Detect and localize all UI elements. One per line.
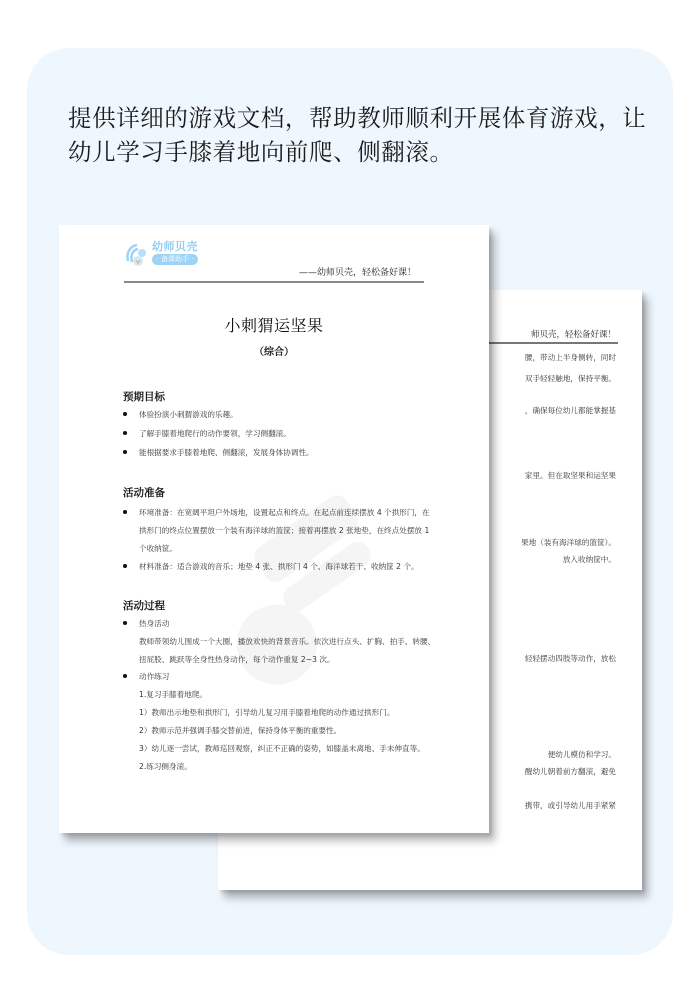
- process-line: 2.练习侧身滚。: [139, 762, 192, 771]
- preparation-line: 拱形门的终点位置摆放一个装有海洋球的篮筐；接着再摆放 2 张地垫，在终点处摆放 1: [139, 526, 430, 535]
- shell-logo-icon: [124, 241, 152, 269]
- bullet-icon: [123, 621, 127, 625]
- section-title-preparation: 活动准备: [123, 487, 165, 499]
- process-line: 1）教师出示地垫和拱形门，引导幼儿复习用手膝着地爬的动作通过拱形门。: [139, 708, 395, 717]
- process-line: 2）教师示范并强调手膝交替前进，保持身体平衡的重要性。: [139, 726, 342, 735]
- preparation-item: 材料准备：适合游戏的音乐；地垫 4 张、拱形门 4 个、海洋球若干、收纳筐 2 个。: [123, 561, 419, 572]
- header-rule: [124, 281, 424, 283]
- headline-line-1: 提供详细的游戏文档，帮助教师顺利开展体育游戏，让: [68, 104, 647, 132]
- back-page-line: 便幼儿模仿和学习。: [547, 750, 616, 759]
- back-page-tagline: 师贝壳，轻松备好课！: [530, 330, 616, 340]
- logo-subtitle: · 备课助手 ·: [152, 254, 198, 265]
- back-page-line: 果地（装有海洋球的篮筐）。: [521, 538, 616, 547]
- process-line: 教师带领幼儿围成一个大圈，播放欢快的背景音乐。依次进行点头、扩胸、拍手、转腰、: [139, 637, 436, 646]
- process-item-warmup: 热身活动: [123, 618, 169, 629]
- back-page-line: 携带，或引导幼儿用手紧紧: [524, 801, 616, 810]
- bullet-icon: [123, 431, 127, 435]
- back-page-line: 放入收纳筐中。: [562, 555, 616, 564]
- watermark-logo-icon: [150, 436, 429, 715]
- brand-logo: [124, 238, 214, 272]
- bullet-icon: [123, 674, 127, 678]
- bullet-icon: [123, 510, 127, 514]
- bullet-icon: [123, 564, 127, 568]
- process-line: 扭屁股、跳跃等全身性热身动作，每个动作重复 2~3 次。: [139, 655, 335, 664]
- document-subtitle: （综合）: [254, 347, 294, 358]
- section-title-goals: 预期目标: [123, 391, 165, 403]
- preparation-line: 个收纳筐。: [139, 544, 177, 553]
- preparation-item: 环境准备：在宽阔平坦户外场地，设置起点和终点。在起点前连续摆放 4 个拱形门，在: [123, 507, 430, 518]
- goal-item: 体验扮演小刺猬游戏的乐趣。: [123, 409, 238, 420]
- headline: [68, 101, 648, 169]
- back-page-line: 双手轻轻触地，保持平衡。: [524, 374, 616, 383]
- document-title: 小刺猬运坚果: [224, 316, 324, 335]
- back-page-line: 家里。但在取坚果和运坚果: [524, 471, 616, 480]
- logo-name: 幼师贝壳: [152, 240, 198, 253]
- goal-item: 能根据要求手膝着地爬、侧翻滚，发展身体协调性。: [123, 447, 314, 458]
- process-item-practice: 动作练习: [123, 671, 169, 682]
- process-line: 1.复习手膝着地爬。: [139, 690, 207, 699]
- document-page-front: [59, 225, 489, 833]
- header-tagline: ——幼师贝壳，轻松备好课！: [298, 268, 416, 278]
- back-page-line: 醒幼儿朝着前方翻滚，避免: [524, 767, 616, 776]
- back-page-line: ，确保每位幼儿都能掌握基: [524, 406, 616, 415]
- bullet-icon: [123, 450, 127, 454]
- process-line: 3）幼儿逐一尝试，教师巡回观察，纠正不正确的姿势，如膝盖未离地、手未伸直等。: [139, 744, 425, 753]
- section-title-process: 活动过程: [123, 600, 165, 612]
- back-page-line: 腰，带动上半身侧转，同时: [524, 353, 616, 362]
- bullet-icon: [123, 412, 127, 416]
- back-page-line: 轻轻摆动四肢等动作，放松: [524, 654, 616, 663]
- goal-item: 了解手膝着地爬行的动作要领，学习侧翻滚。: [123, 428, 291, 439]
- headline-line-2: 幼儿学习手膝着地向前爬、侧翻滚。: [68, 138, 454, 166]
